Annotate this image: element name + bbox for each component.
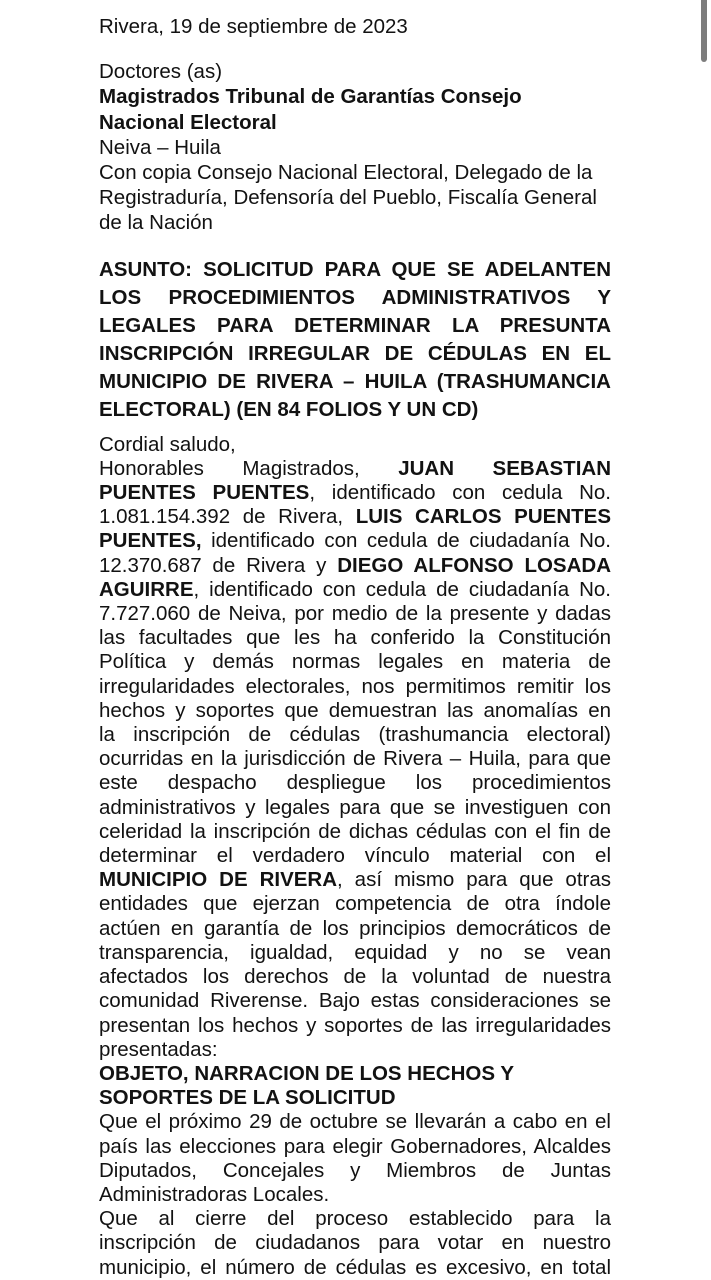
text-line: municipio, el número de cédulas es excesivo, en total bbox=[99, 1255, 611, 1279]
text-line: LOS PROCEDIMIENTOS ADMINISTRATIVOS Y bbox=[99, 285, 611, 309]
date-line: Rivera, 19 de septiembre de 2023 bbox=[99, 15, 408, 38]
text-line: Honorables Magistrados, JUAN SEBASTIAN bbox=[99, 456, 611, 480]
text-line: celeridad la inscripción de dichas cédulas con el fin de bbox=[99, 819, 611, 843]
census-paragraph bbox=[99, 1207, 611, 1280]
text-line: MUNICIPIO DE RIVERA – HUILA (TRASHUMANCIA bbox=[99, 369, 611, 393]
text-line: Neiva – Huila bbox=[99, 135, 221, 159]
text-line: Diputados, Concejales y Miembros de Juntas bbox=[99, 1158, 611, 1182]
text-line: este despacho despliegue los procedimientos bbox=[99, 771, 611, 795]
text-line: Administradoras Locales. bbox=[99, 1182, 330, 1206]
text-line: ocurridas en la jurisdicción de Rivera – Huila, para que bbox=[99, 747, 611, 771]
text-line: INSCRIPCIÓN IRREGULAR DE CÉDULAS EN EL bbox=[99, 341, 611, 365]
text-line: ELECTORAL) (EN 84 FOLIOS Y UN CD) bbox=[99, 397, 479, 421]
document-text-column bbox=[99, 15, 611, 1280]
elections-paragraph bbox=[99, 1110, 611, 1207]
text-line: Que el próximo 29 de octubre se llevarán a cabo en el bbox=[99, 1110, 611, 1134]
text-line: PUENTES, identificado con cedula de ciudadanía No. bbox=[99, 529, 611, 553]
text-line: LEGALES PARA DETERMINAR LA PRESUNTA bbox=[99, 313, 611, 337]
text-line: irregularidades electorales, nos permitimos remitir los bbox=[99, 674, 611, 698]
text-line: 7.727.060 de Neiva, por medio de la presente y dadas bbox=[99, 602, 611, 626]
recipient-block bbox=[99, 59, 611, 235]
text-line: 1.081.154.392 de Rivera, LUIS CARLOS PUENTES bbox=[99, 505, 611, 529]
text-line: 12.370.687 de Rivera y DIEGO ALFONSO LOSADA bbox=[99, 553, 611, 577]
text-line: Magistrados Tribunal de Garantías Consejo bbox=[99, 85, 522, 109]
text-line: Nacional Electoral bbox=[99, 110, 277, 134]
text-line: presentadas: bbox=[99, 1037, 218, 1061]
text-line: Que al cierre del proceso establecido para la bbox=[99, 1207, 611, 1231]
scrollbar-thumb[interactable] bbox=[701, 0, 707, 62]
text-line: hechos y soportes que demuestran las anomalías en bbox=[99, 698, 611, 722]
text-line: administrativos y legales para que se investiguen con bbox=[99, 795, 611, 819]
text-line: país las elecciones para elegir Gobernadores, Alcaldes bbox=[99, 1134, 611, 1158]
text-line: ASUNTO: SOLICITUD PARA QUE SE ADELANTEN bbox=[99, 257, 611, 281]
text-line: Registraduría, Defensoría del Pueblo, Fiscalía General bbox=[99, 186, 597, 210]
text-line: las facultades que les ha conferido la Constitución bbox=[99, 626, 611, 650]
text-line: presentan los hechos y soportes de las irregularidades bbox=[99, 1013, 611, 1037]
text-line: SOPORTES DE LA SOLICITUD bbox=[99, 1086, 396, 1110]
body-paragraph bbox=[99, 457, 611, 1062]
text-line: PUENTES PUENTES, identificado con cedula No. bbox=[99, 481, 611, 505]
text-line: AGUIRRE, identificado con cedula de ciudadanía No. bbox=[99, 577, 611, 601]
text-line: de la Nación bbox=[99, 211, 213, 235]
text-line: entidades que ejerzan competencia de otra índole bbox=[99, 892, 611, 916]
greeting-line: Cordial saludo, bbox=[99, 432, 236, 456]
text-line: OBJETO, NARRACION DE LOS HECHOS Y bbox=[99, 1061, 514, 1085]
section-heading bbox=[99, 1062, 611, 1110]
subject-paragraph bbox=[99, 256, 611, 424]
text-line: actúen en garantía de los principios democráticos de bbox=[99, 916, 611, 940]
text-line: la inscripción de cédulas (trashumancia electoral) bbox=[99, 723, 611, 747]
text-line: afectados los derechos de la voluntad de nuestra bbox=[99, 965, 611, 989]
text-line: comunidad Riverense. Bajo estas consideraciones se bbox=[99, 989, 611, 1013]
text-line: Política y demás normas legales en materia de bbox=[99, 650, 611, 674]
text-line: Doctores (as) bbox=[99, 60, 223, 84]
text-line: Con copia Consejo Nacional Electoral, Delegado de la bbox=[99, 161, 593, 185]
text-line: transparencia, igualdad, equidad y no se vean bbox=[99, 940, 611, 964]
text-line: inscripción de ciudadanos para votar en nuestro bbox=[99, 1231, 611, 1255]
text-line: MUNICIPIO DE RIVERA, así mismo para que otras bbox=[99, 868, 611, 892]
text-line: determinar el verdadero vínculo material con el bbox=[99, 844, 611, 868]
